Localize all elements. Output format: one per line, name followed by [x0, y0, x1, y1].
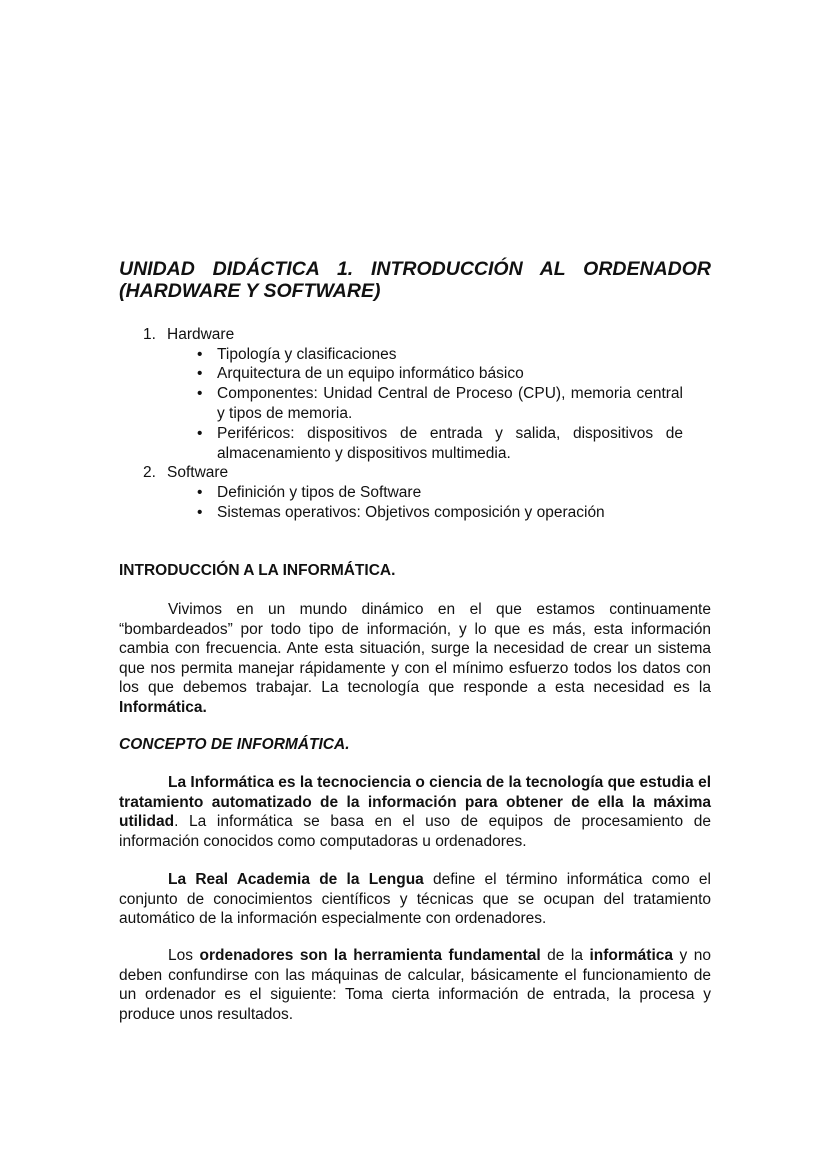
document-title	[119, 258, 711, 302]
concept-paragraph-3	[119, 946, 711, 1024]
outline-section-software: Software	[167, 464, 229, 481]
concept-text-3a: Los	[168, 947, 200, 964]
title-line-1: UNIDAD DIDÁCTICA 1. INTRODUCCIÓN AL ORDENADOR	[119, 258, 711, 280]
outline-bullet: Arquitectura de un equipo informático básico	[217, 365, 524, 382]
outline-section-hardware: Hardware	[167, 326, 235, 343]
intro-heading: INTRODUCCIÓN A LA INFORMÁTICA.	[119, 562, 396, 579]
outline-bullet: Periféricos: dispositivos de entrada y salida, dispositivos de almacenamiento y dispositivos multimedia.	[217, 425, 683, 462]
bullet-icon: •	[197, 504, 203, 521]
bullet-icon: •	[197, 365, 203, 382]
ordenadores-bold: ordenadores son la herramienta fundamental	[199, 947, 541, 964]
concept-definition: La Informática es la tecnociencia o ciencia de la tecnología que estudia el tratamiento automatizado de la información para obtener de ella la máxima utilidad	[119, 774, 711, 830]
outline-bullet: Sistemas operativos: Objetivos composición y operación	[217, 504, 605, 521]
outline-number: 2.	[143, 464, 156, 481]
outline-bullet: Componentes: Unidad Central de Proceso (CPU), memoria central y tipos de memoria.	[217, 385, 683, 422]
concept-paragraph-2	[119, 870, 711, 929]
bullet-icon: •	[197, 484, 203, 501]
rae-bold: La Real Academia de la Lengua	[168, 871, 424, 888]
outline-bullet: Tipología y clasificaciones	[217, 345, 397, 363]
intro-bold-term: Informática.	[119, 698, 207, 716]
outline-bullet: Definición y tipos de Software	[217, 484, 422, 501]
title-line-2: (HARDWARE Y SOFTWARE)	[119, 280, 381, 302]
concept-heading: CONCEPTO DE INFORMÁTICA.	[119, 736, 350, 753]
concept-text-1: . La informática se basa en el uso de equipos de procesamiento de información conocidos como computadoras u ordenadores.	[119, 813, 711, 850]
bullet-icon: •	[197, 425, 203, 442]
bullet-icon: •	[197, 385, 203, 402]
outline-number: 1.	[143, 326, 156, 343]
concept-text-3c: y no deben confundirse con las máquinas de calcular, básicamente el funcionamiento de un ordenador es el siguiente: Toma cierta información de entrada, la procesa y produce unos resultados.	[119, 947, 711, 1023]
concept-paragraph-1	[119, 773, 711, 851]
bullet-icon: •	[197, 345, 203, 363]
informatica-bold: informática	[589, 947, 674, 964]
concept-text-3b: de la	[540, 947, 590, 964]
intro-text: Vivimos en un mundo dinámico en el que estamos continuamente “bombardeados” por todo tipo de información, y lo que es más, esta información cambia con frecuencia. Ante esta situación, surge la necesidad de crear un sistema que nos permita manejar rápidamente y con el mínimo esfuerzo todos los datos con los que debemos trabajar. La tecnología que responde a esta necesidad es la	[119, 601, 711, 696]
intro-paragraph	[119, 600, 711, 717]
concept-text-2: define el término informática como el conjunto de conocimientos científicos y técnicas que se ocupan del tratamiento automático de la información especialmente con ordenadores.	[119, 871, 711, 927]
